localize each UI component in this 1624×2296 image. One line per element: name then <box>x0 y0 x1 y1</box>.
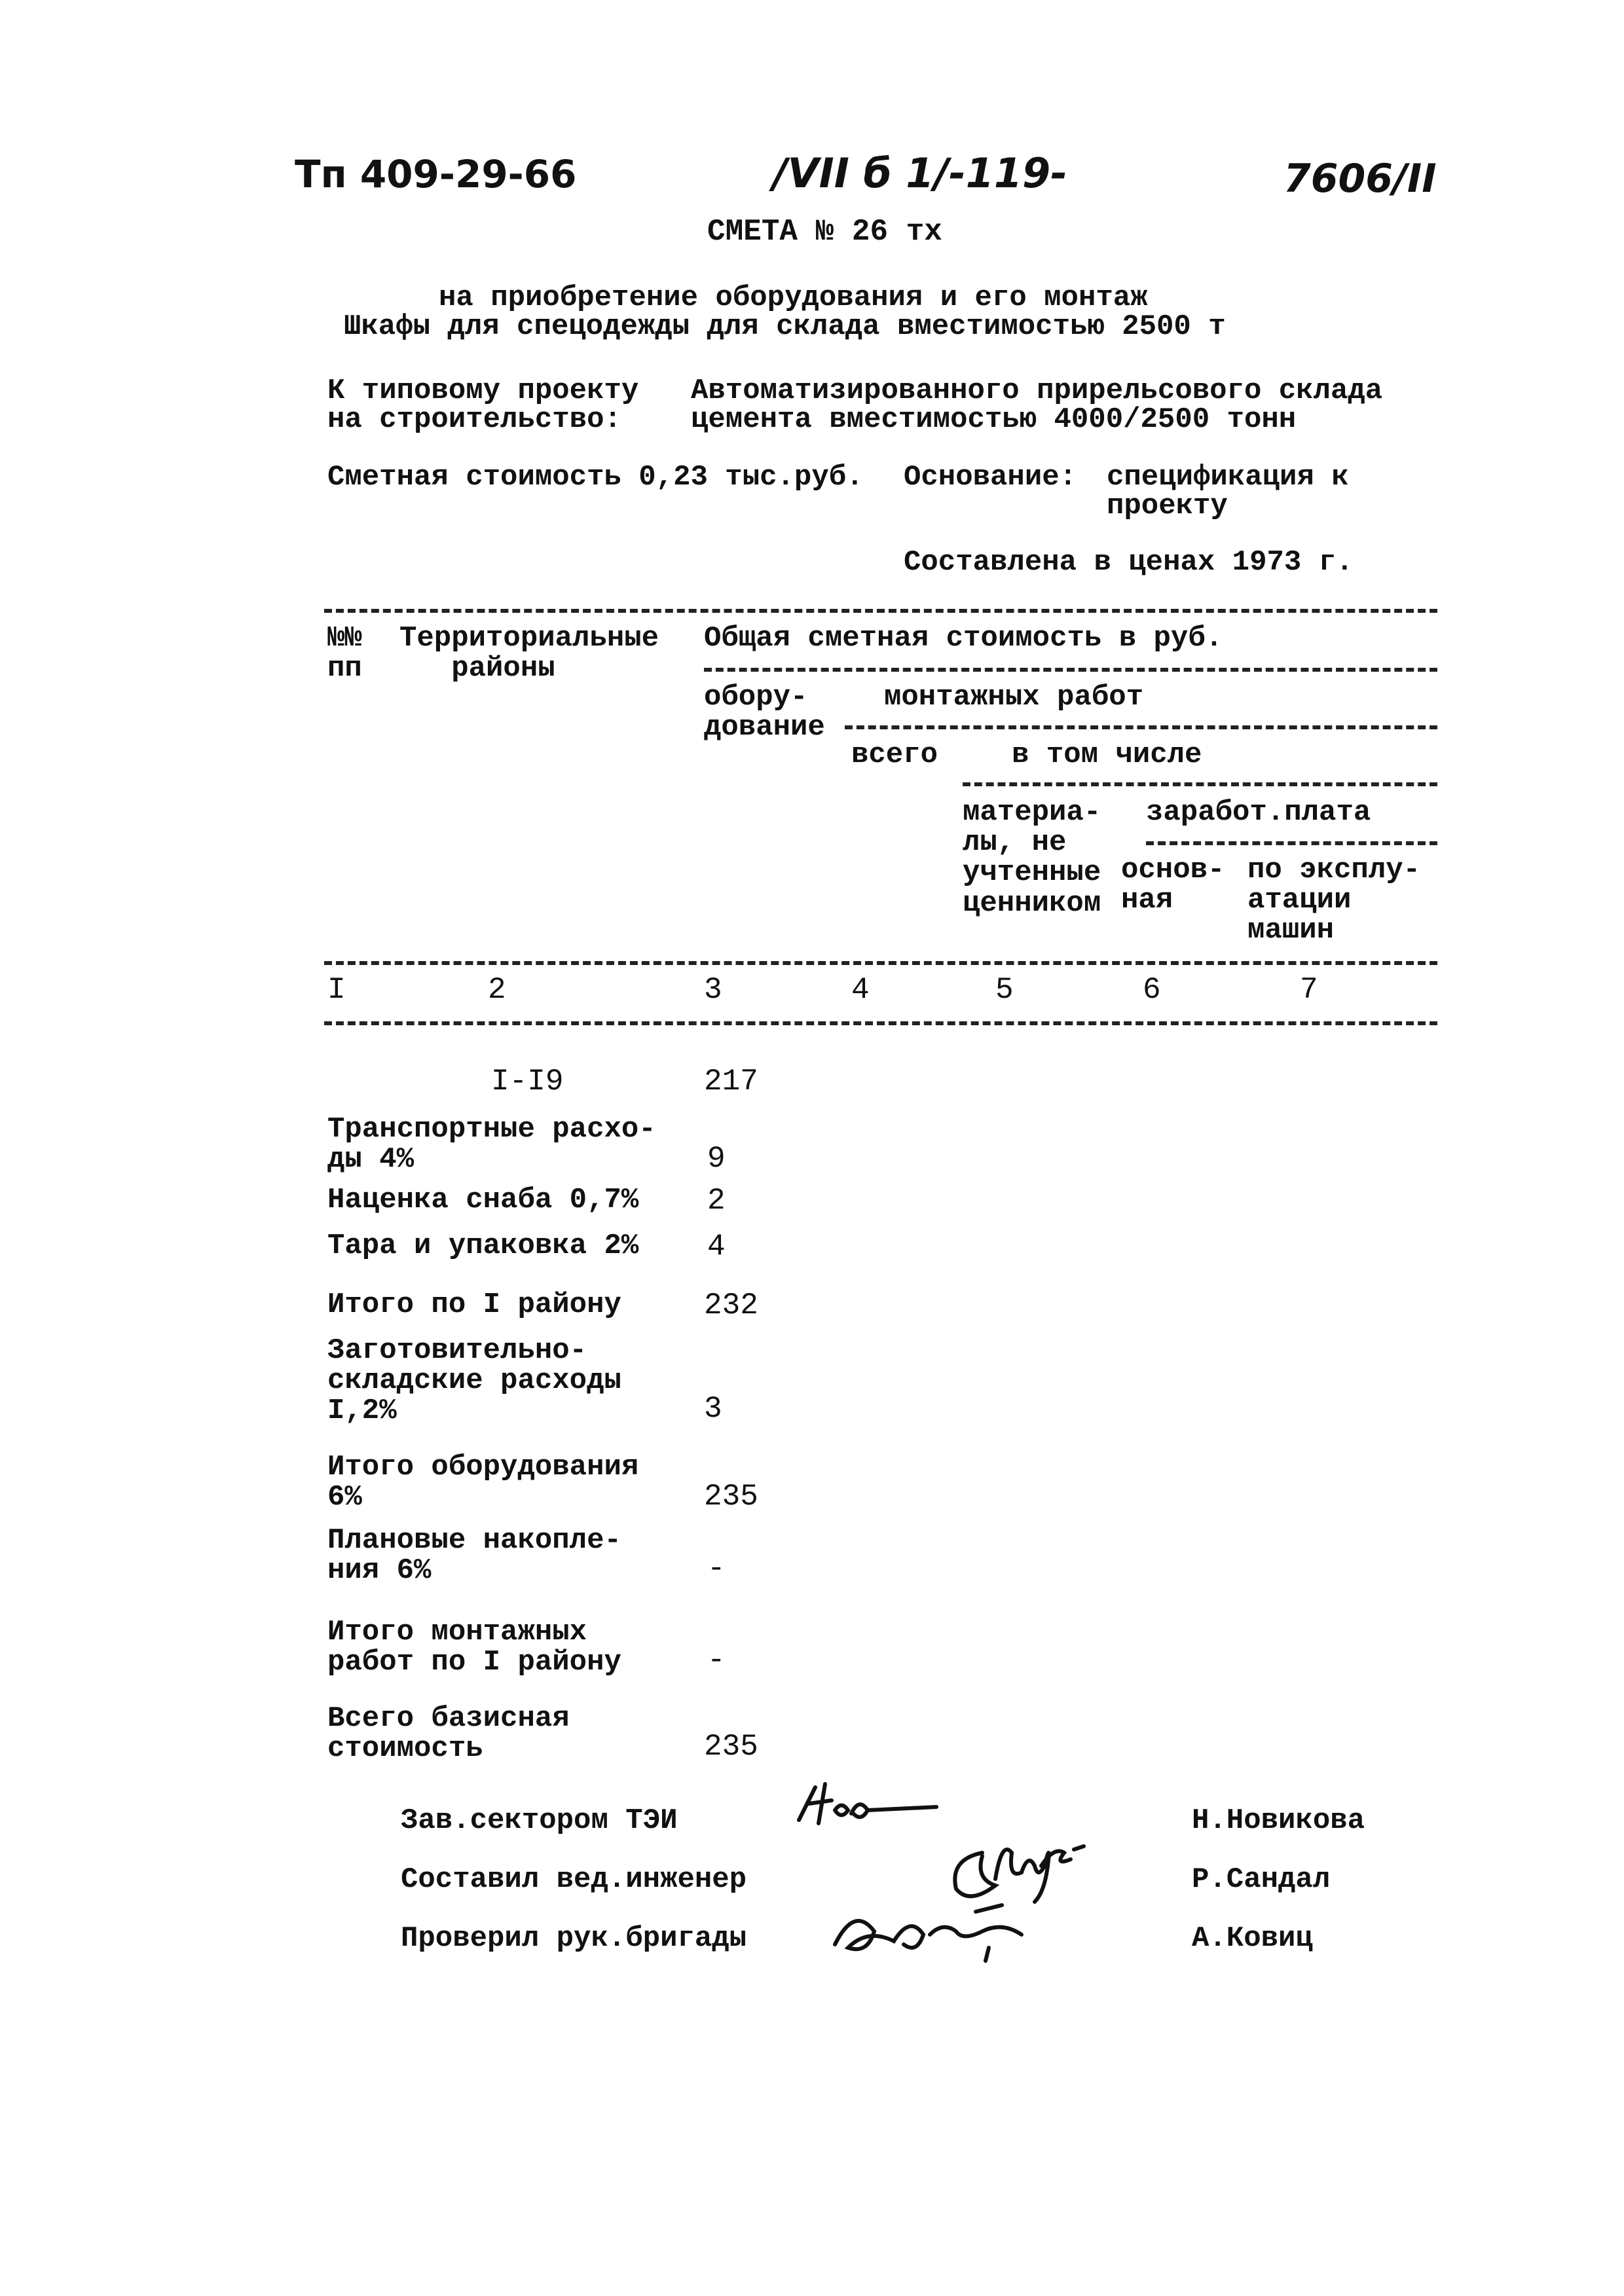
col-header-equipment: обору- дование <box>704 681 825 744</box>
handwritten-signature-1 <box>786 1774 943 1846</box>
col-header-districts: Территориальные районы <box>399 622 659 685</box>
project-value-2: цемента вместимостью 4000/2500 тонн <box>691 403 1297 436</box>
col-header-including: в том числе <box>1012 738 1202 771</box>
row-label: Транспортные расхо- ды 4% <box>327 1113 656 1176</box>
signature-role: Зав.сектором ТЭИ <box>401 1804 678 1837</box>
row-value: 232 <box>704 1288 758 1322</box>
basis-line-2: проекту <box>1107 490 1228 522</box>
signature-name: Н.Новикова <box>1192 1804 1365 1837</box>
title-line-2: Шкафы для спецодежды для склада вместимостью 2500 т <box>344 310 1226 343</box>
signature-name: А.Ковиц <box>1192 1922 1313 1955</box>
col-header-vsego: всего <box>851 738 938 771</box>
row-value: 9 <box>707 1142 726 1176</box>
signature-name: Р.Сандал <box>1192 1863 1331 1896</box>
row-value: 235 <box>704 1480 758 1514</box>
header-rule-4 <box>1146 841 1437 845</box>
header-rule-2 <box>845 725 1437 729</box>
project-label-2: на строительство: <box>327 403 621 436</box>
column-number: 7 <box>1300 973 1318 1007</box>
basis-line-1: спецификация к <box>1107 461 1349 494</box>
column-number: 4 <box>851 973 870 1007</box>
estimated-cost: Сметная стоимость 0,23 тыс.руб. <box>327 461 864 494</box>
column-number: 2 <box>488 973 506 1007</box>
column-number: I <box>327 973 346 1007</box>
row-label: Тара и упаковка 2% <box>327 1230 639 1262</box>
column-number: 6 <box>1143 973 1161 1007</box>
row-label: Итого монтажных работ по I району <box>327 1616 621 1679</box>
row-district: I-I9 <box>491 1065 564 1099</box>
row-label: Всего базисная стоимость <box>327 1702 570 1766</box>
column-numbers-rule <box>324 1021 1437 1025</box>
project-label-1: К типовому проекту <box>327 374 639 407</box>
column-number: 3 <box>704 973 722 1007</box>
header-rule-3 <box>963 782 1437 786</box>
row-value: 235 <box>704 1730 758 1764</box>
row-value: - <box>707 1552 726 1586</box>
col-header-installation: монтажных работ <box>884 681 1144 714</box>
col-header-wages: заработ.плата <box>1146 796 1371 829</box>
col-header-number: №№ пп <box>327 622 362 685</box>
row-value: 4 <box>707 1230 726 1264</box>
row-label: Плановые накопле- ния 6% <box>327 1524 621 1588</box>
column-number: 5 <box>995 973 1014 1007</box>
signature-role: Составил вед.инженер <box>401 1863 747 1896</box>
row-value: 2 <box>707 1184 726 1218</box>
col-header-basic: основ- ная <box>1121 854 1225 917</box>
header-rule-1 <box>704 668 1437 672</box>
header-bottom-rule <box>324 961 1437 965</box>
table-top-rule <box>324 609 1437 613</box>
smeta-title: СМЕТА № 26 тх <box>707 215 942 249</box>
document-code-center: /VII б 1/-119- <box>773 149 1067 197</box>
row-value: - <box>707 1643 726 1677</box>
col-header-materials: материа- лы, не учтенные ценником <box>963 796 1101 920</box>
prices-year: Составлена в ценах 1973 г. <box>904 546 1354 579</box>
col-header-total-cost: Общая сметная стоимость в руб. <box>704 622 1223 655</box>
row-label: Итого по I району <box>327 1288 621 1321</box>
row-label: Заготовительно- складские расходы I,2% <box>327 1334 621 1428</box>
signature-role: Проверил рук.бригады <box>401 1922 747 1955</box>
project-value-1: Автоматизированного прирельсового склада <box>691 374 1383 407</box>
row-label: Итого оборудования 6% <box>327 1451 639 1514</box>
basis-label: Основание: <box>904 461 1077 494</box>
col-header-machines: по эксплу- атации машин <box>1247 854 1421 947</box>
handwritten-signature-3 <box>825 1899 1041 1964</box>
row-value: 217 <box>704 1065 758 1099</box>
document-code-right: 7606/II <box>1283 156 1437 202</box>
document-code-left: Тп 409-29-66 <box>295 152 577 196</box>
title-line-1: на приобретение оборудования и его монтаж <box>439 282 1148 314</box>
row-value: 3 <box>704 1392 722 1426</box>
row-label: Наценка снаба 0,7% <box>327 1184 639 1216</box>
